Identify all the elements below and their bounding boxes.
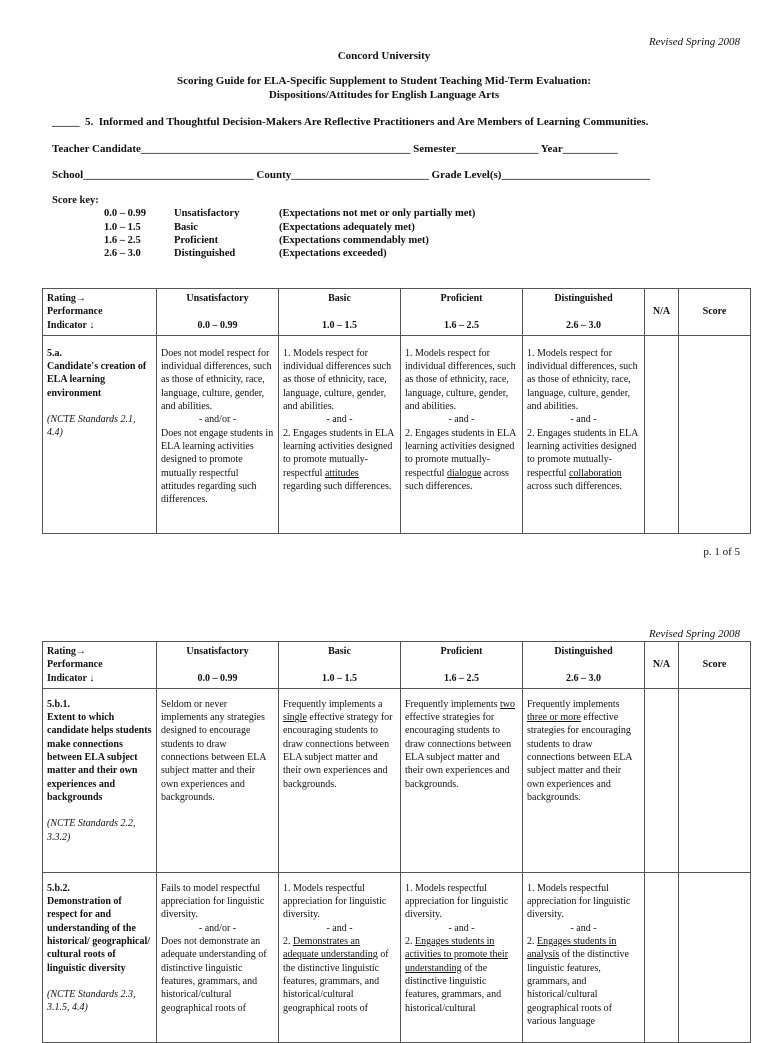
score-key-row: 2.6 – 3.0 Distinguished (Expectations exceeded) [104, 248, 387, 260]
proficient-cell: 1. Models respectful appreciation for linguistic diversity. - and - 2. Engages students in activities to promote their understanding of the distinctive linguistic features, grammars, and historical/cultural [401, 872, 523, 1042]
indicator-cell: 5.b.2. Demonstration of respect for and understanding of the historical/ geographical/ cultural roots of linguistic diversity (NCTE Standards 2.3, 3.1.5, 4.4) [43, 872, 157, 1042]
score-cell[interactable] [679, 335, 751, 533]
header-score: Score [679, 289, 751, 336]
revised-date: Revised Spring 2008 [648, 628, 740, 640]
header-na: N/A [645, 289, 679, 336]
unsatisfactory-cell: Fails to model respectful appreciation for linguistic diversity. - and/or - Does not demonstrate an adequate understanding of distinctive linguistic features, grammars, and historical/cultural geographical roots of [157, 872, 279, 1042]
page-number: p. 1 of 5 [703, 546, 740, 558]
unsatisfactory-cell: Seldom or never implements any strategies designed to encourage students to draw connections between ELA subject matter and their own experiences and backgrounds. [157, 688, 279, 872]
indicator-cell: 5.b.1. Extent to which candidate helps students make connections between ELA subject matter and their own experiences and backgrounds (NCTE Standards 2.2, 3.3.2) [43, 688, 157, 872]
candidate-field-line: Teacher Candidate_________________________________________________ Semester_______________ Year__________ [52, 143, 618, 155]
header-basic: Basic 1.0 – 1.5 [279, 642, 401, 689]
header-na: N/A [645, 642, 679, 689]
score-key-row: 0.0 – 0.99 Unsatisfactory (Expectations not met or only partially met) [104, 208, 476, 220]
score-key-label: Score key: [52, 195, 99, 206]
basic-cell: Frequently implements a single effective strategy for encouraging students to draw connections between ELA subject matter and their own experiences and backgrounds. [279, 688, 401, 872]
table-row [43, 688, 751, 872]
score-cell[interactable] [679, 688, 751, 872]
header-proficient: Proficient 1.6 – 2.5 [401, 642, 523, 689]
table-header-row [43, 642, 751, 689]
proficient-cell: Frequently implements two effective strategies for encouraging students to draw connections between ELA subject matter and their own experiences and backgrounds. [401, 688, 523, 872]
na-cell[interactable] [645, 872, 679, 1042]
rubric-table-page1 [42, 288, 751, 534]
document-title-line1: Scoring Guide for ELA-Specific Supplement to Student Teaching Mid-Term Evaluation: [176, 75, 592, 87]
basic-cell: 1. Models respectful appreciation for linguistic diversity. - and - 2. Demonstrates an adequate understanding of the distinctive linguistic features, grammars, and historical/cultural geographical roots of [279, 872, 401, 1042]
header-distinguished: Distinguished 2.6 – 3.0 [523, 642, 645, 689]
distinguished-cell: Frequently implements three or more effective strategies for encouraging students to draw connections between ELA subject matter and their own experiences and backgrounds. [523, 688, 645, 872]
na-cell[interactable] [645, 688, 679, 872]
page-2 [0, 590, 768, 1027]
header-basic: Basic 1.0 – 1.5 [279, 289, 401, 336]
school-field-line: School_______________________________ County_________________________ Grade Level(s)___________________________ [52, 169, 650, 181]
revised-date: Revised Spring 2008 [648, 36, 740, 48]
rubric-table-page2 [42, 641, 751, 1043]
header-distinguished: Distinguished 2.6 – 3.0 [523, 289, 645, 336]
header-proficient: Proficient 1.6 – 2.5 [401, 289, 523, 336]
header-rating: Rating→ Performance Indicator ↓ [43, 289, 157, 336]
header-unsatisfactory: Unsatisfactory 0.0 – 0.99 [157, 289, 279, 336]
unsatisfactory-cell: Does not model respect for individual differences, such as those of ethnicity, race, language, culture, gender, and abilities. - and/or - Does not engage students in ELA learning activities designed to promote mutually respectful attitudes regarding such differences. [157, 335, 279, 533]
standard-heading: _____ 5. Informed and Thoughtful Decision-Makers Are Reflective Practitioners and Are Members of Learning Communities. [52, 116, 649, 128]
distinguished-cell: 1. Models respect for individual differences, such as those of ethnicity, race, language, culture, gender, and abilities. - and - 2. Engages students in ELA learning activities designed to promote mutually-respectful collaboration across such differences. [523, 335, 645, 533]
university-name: Concord University [337, 50, 431, 62]
indicator-cell: 5.a. Candidate's creation of ELA learning environment (NCTE Standards 2.1, 4.4) [43, 335, 157, 533]
table-row [43, 872, 751, 1042]
score-cell[interactable] [679, 872, 751, 1042]
score-key-row: 1.6 – 2.5 Proficient (Expectations commendably met) [104, 234, 429, 246]
distinguished-cell: 1. Models respectful appreciation for linguistic diversity. - and - 2. Engages students in analysis of the distinctive linguistic features, grammars, and historical/cultural geographical roots of various language [523, 872, 645, 1042]
basic-cell: 1. Models respect for individual differences such as those of ethnicity, race, language, culture, gender, and abilities. - and - 2. Engages students in ELA learning activities designed to promote mutually-respectful attitudes regarding such differences. [279, 335, 401, 533]
score-key-row: 1.0 – 1.5 Basic (Expectations adequately met) [104, 221, 415, 233]
proficient-cell: 1. Models respect for individual differences, such as those of ethnicity, race, language, culture, gender, and abilities. - and - 2. Engages students in ELA learning activities designed to promote mutually-respectful dialogue across such differences. [401, 335, 523, 533]
header-score: Score [679, 642, 751, 689]
table-row [43, 335, 751, 533]
table-header-row [43, 289, 751, 336]
na-cell[interactable] [645, 335, 679, 533]
document-title-line2: Dispositions/Attitudes for English Language Arts [268, 89, 500, 101]
header-unsatisfactory: Unsatisfactory 0.0 – 0.99 [157, 642, 279, 689]
header-rating: Rating→ Performance Indicator ↓ [43, 642, 157, 689]
score-key [52, 195, 475, 261]
